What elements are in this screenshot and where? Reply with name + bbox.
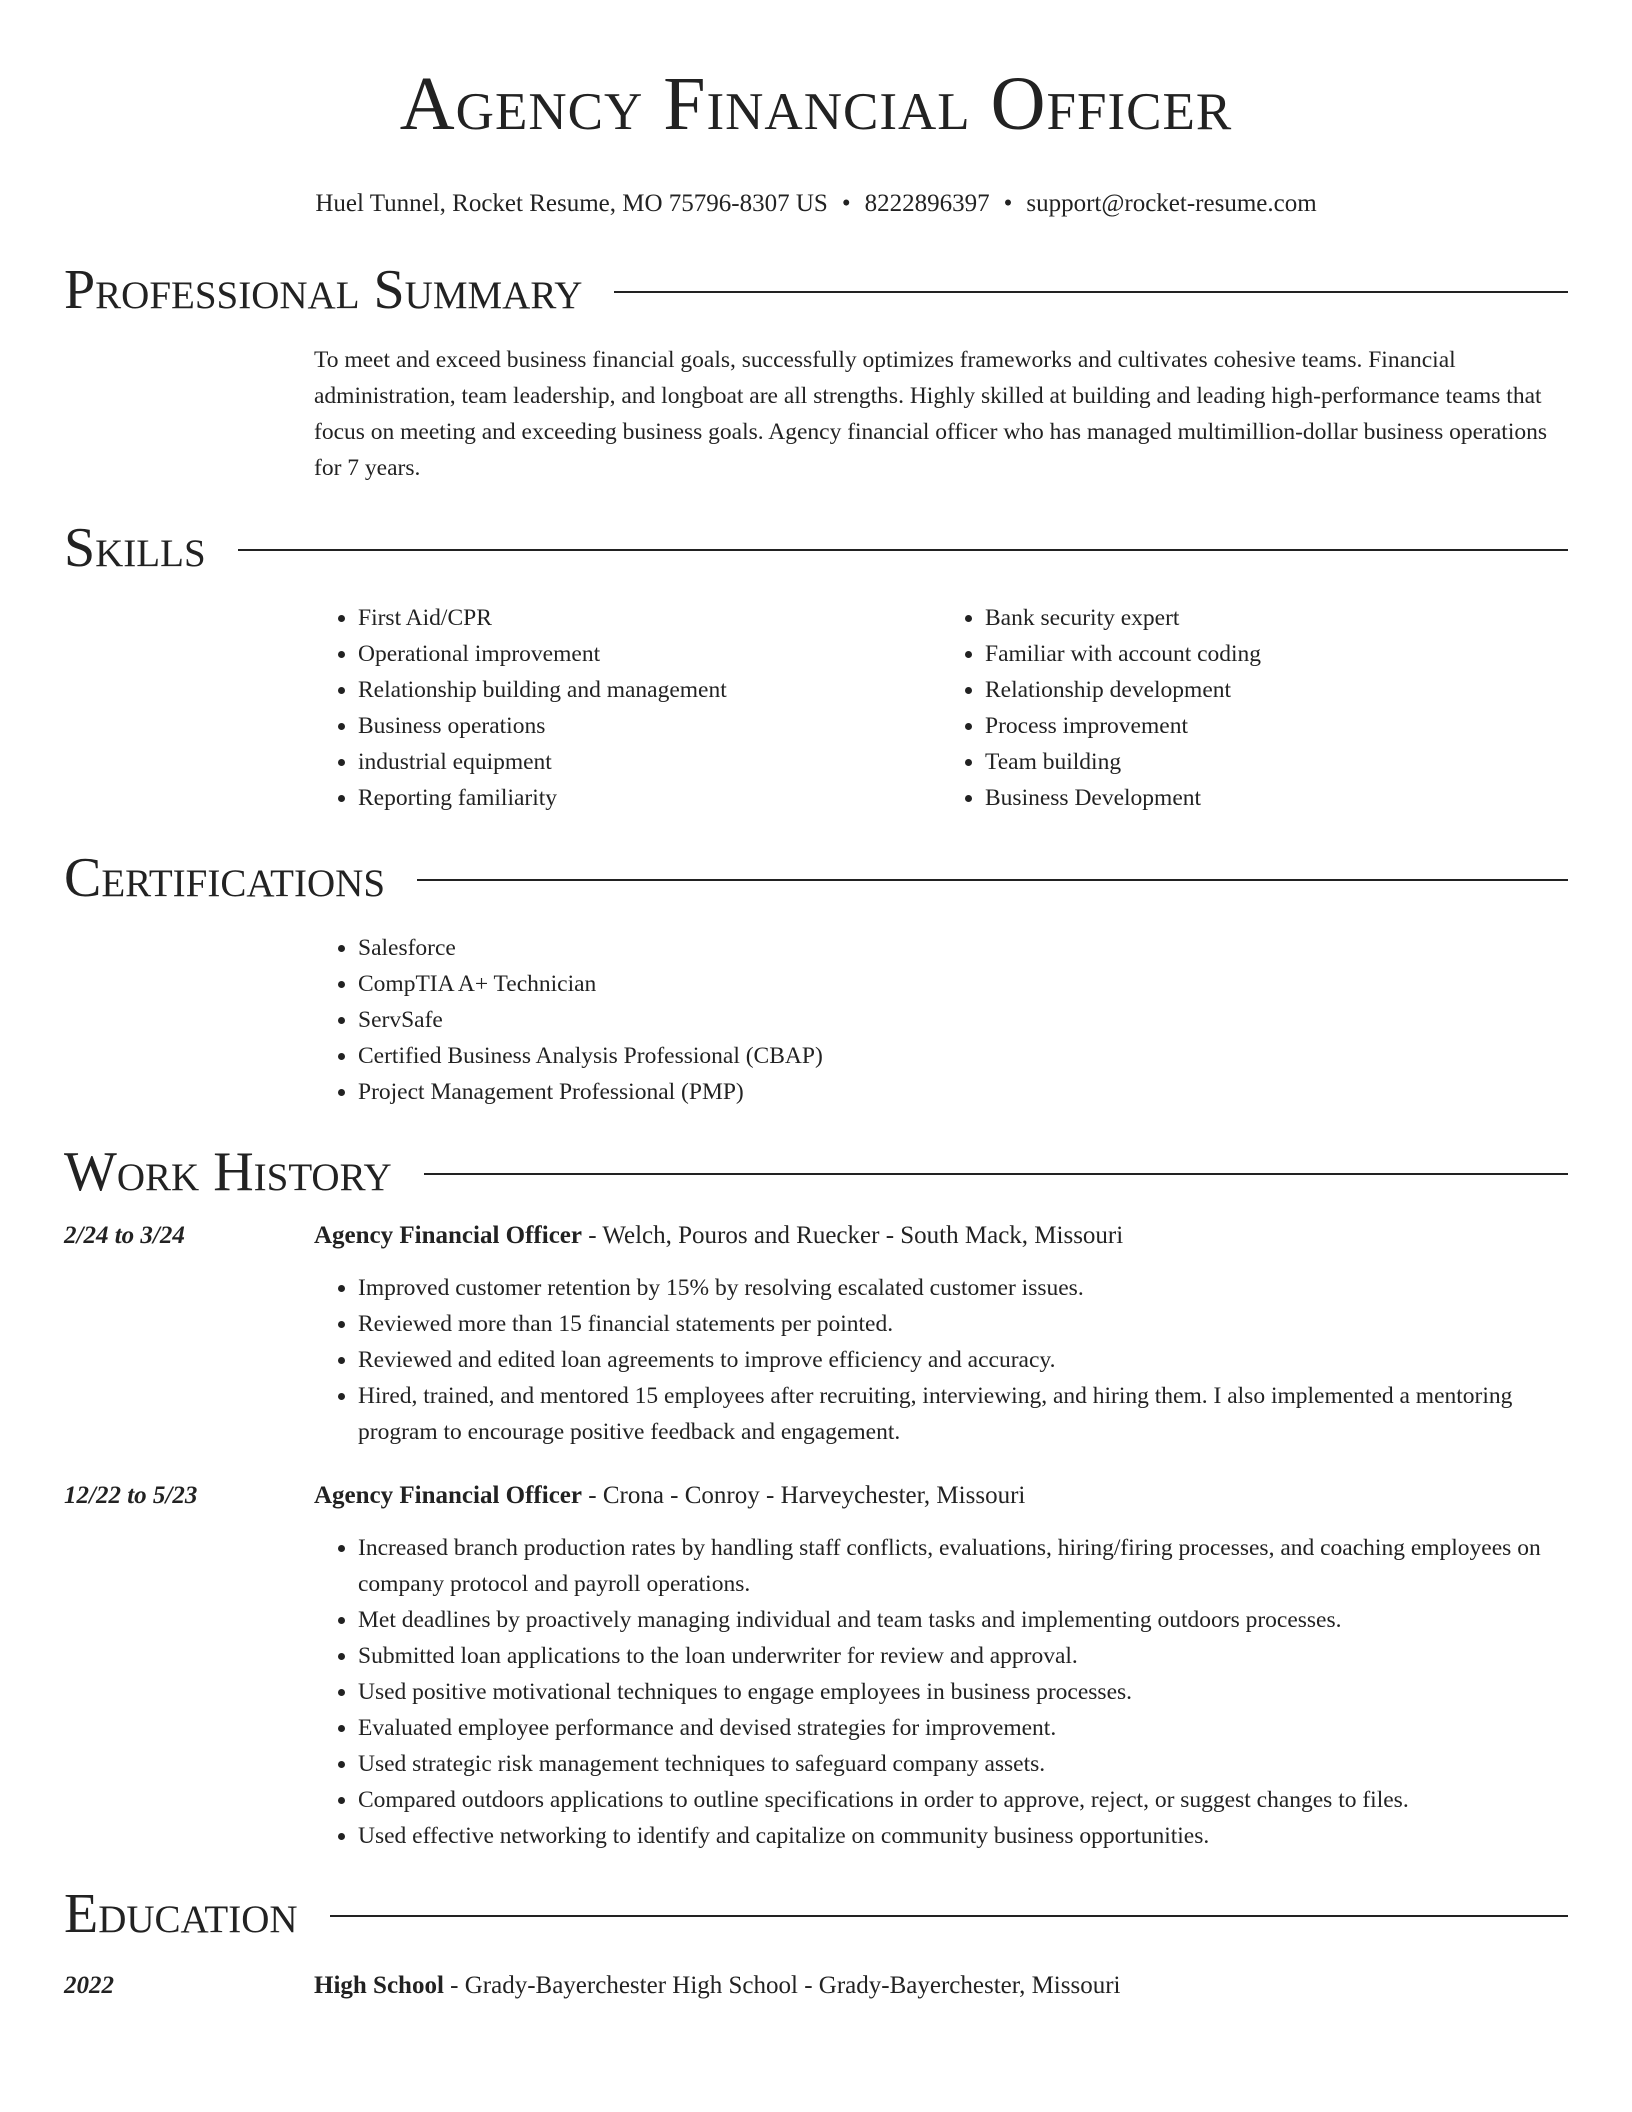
skill-item: • Reporting familiarity xyxy=(358,780,941,816)
job-title-line xyxy=(314,1218,1568,1254)
job-entry xyxy=(64,1218,1568,1450)
skills-title: Skills xyxy=(64,517,206,579)
work-section-header xyxy=(64,1140,1568,1204)
skills-section-header xyxy=(64,516,1568,580)
separator-dot: • xyxy=(1003,190,1013,217)
job-bullet: • Used effective networking to identify and capitalize on community business opportunities. xyxy=(358,1818,1568,1854)
contact-phone: 8222896397 xyxy=(864,190,990,217)
skills-columns xyxy=(314,600,1568,816)
skill-item: • Operational improvement xyxy=(358,636,941,672)
education-entry xyxy=(64,1968,1568,2004)
education-degree: High School xyxy=(314,1972,444,1999)
job-bullet: • Improved customer retention by 15% by resolving escalated customer issues. xyxy=(358,1270,1568,1306)
skill-item: • Relationship building and management xyxy=(358,672,941,708)
job-bullets xyxy=(314,1270,1568,1450)
certification-item: • Salesforce xyxy=(358,930,1568,966)
education-year: 2022 xyxy=(64,1972,114,1999)
summary-section-header xyxy=(64,258,1568,322)
skill-item: • Bank security expert xyxy=(985,600,1568,636)
job-entry xyxy=(64,1478,1568,1854)
certification-item: • ServSafe xyxy=(358,1002,1568,1038)
certification-item: • Certified Business Analysis Professional (CBAP) xyxy=(358,1038,1568,1074)
job-dates: 12/22 to 5/23 xyxy=(64,1482,198,1509)
resume-name: Agency Financial Officer xyxy=(399,62,1233,146)
section-divider xyxy=(424,1173,1568,1175)
contact-line xyxy=(64,188,1568,220)
job-dates: 2/24 to 3/24 xyxy=(64,1222,185,1249)
education-title-line xyxy=(314,1968,1120,2004)
skill-item: • Team building xyxy=(985,744,1568,780)
certifications-section-header xyxy=(64,846,1568,910)
skill-item: • Relationship development xyxy=(985,672,1568,708)
job-bullet: • Reviewed more than 15 financial statements per pointed. xyxy=(358,1306,1568,1342)
job-bullet: • Evaluated employee performance and devised strategies for improvement. xyxy=(358,1710,1568,1746)
job-bullet: • Reviewed and edited loan agreements to improve efficiency and accuracy. xyxy=(358,1342,1568,1378)
skill-item: • First Aid/CPR xyxy=(358,600,941,636)
contact-email: support@rocket-resume.com xyxy=(1026,190,1317,217)
section-divider xyxy=(238,549,1568,551)
skill-item: • Business operations xyxy=(358,708,941,744)
certification-item: • CompTIA A+ Technician xyxy=(358,966,1568,1002)
job-detail xyxy=(314,1218,1568,1450)
job-title-line xyxy=(314,1478,1568,1514)
separator-dot: • xyxy=(841,190,851,217)
certifications-title: Certifications xyxy=(64,847,386,909)
skill-item: • industrial equipment xyxy=(358,744,941,780)
job-bullet: • Hired, trained, and mentored 15 employees after recruiting, interviewing, and hiring them. I also implemented a mentoring program to encourage positive feedback and engagement. xyxy=(358,1378,1568,1450)
skills-left-list xyxy=(314,600,941,816)
job-bullet: • Compared outdoors applications to outline specifications in order to approve, reject, or suggest changes to files. xyxy=(358,1782,1568,1818)
education-title: Education xyxy=(64,1883,298,1945)
certification-item: • Project Management Professional (PMP) xyxy=(358,1074,1568,1110)
section-divider xyxy=(417,879,1568,881)
job-role: Agency Financial Officer xyxy=(314,1482,582,1509)
work-title: Work History xyxy=(64,1141,392,1203)
summary-text: To meet and exceed business financial goals, successfully optimizes frameworks and cultivates cohesive teams. Financial administration, team leadership, and longboat are all strengths. Highly skilled at building and leading high-performance teams that focus on meeting and exceeding business goals. Agency financial officer who has managed multimillion-dollar business operations for 7 years. xyxy=(314,347,1548,481)
job-bullet: • Increased branch production rates by handling staff conflicts, evaluations, hiring/firing processes, and coaching employees on company protocol and payroll operations. xyxy=(358,1530,1568,1602)
job-role: Agency Financial Officer xyxy=(314,1222,582,1249)
job-bullet: • Used strategic risk management techniques to safeguard company assets. xyxy=(358,1746,1568,1782)
skill-item: • Process improvement xyxy=(985,708,1568,744)
contact-address: Huel Tunnel, Rocket Resume, MO 75796-8307 US xyxy=(315,190,828,217)
certifications-block xyxy=(314,930,1568,1110)
job-bullets xyxy=(314,1530,1568,1854)
certifications-list xyxy=(314,930,1568,1110)
section-divider xyxy=(614,291,1568,293)
skills-right-list xyxy=(941,600,1568,816)
job-employer: - Welch, Pouros and Ruecker - South Mack, Missouri xyxy=(582,1222,1124,1249)
education-school: - Grady-Bayerchester High School - Grady-Bayerchester, Missouri xyxy=(443,1972,1121,1999)
job-bullet: • Submitted loan applications to the loan underwriter for review and approval. xyxy=(358,1638,1568,1674)
job-bullet: • Used positive motivational techniques to engage employees in business processes. xyxy=(358,1674,1568,1710)
job-detail xyxy=(314,1478,1568,1854)
skill-item: • Business Development xyxy=(985,780,1568,816)
job-bullet: • Met deadlines by proactively managing individual and team tasks and implementing outdoors processes. xyxy=(358,1602,1568,1638)
education-section-header xyxy=(64,1882,1568,1946)
summary-title: Professional Summary xyxy=(64,259,583,321)
work-history-list xyxy=(64,1218,1568,1854)
skill-item: • Familiar with account coding xyxy=(985,636,1568,672)
section-divider xyxy=(330,1915,1568,1917)
job-employer: - Crona - Conroy - Harveychester, Missouri xyxy=(582,1482,1026,1509)
